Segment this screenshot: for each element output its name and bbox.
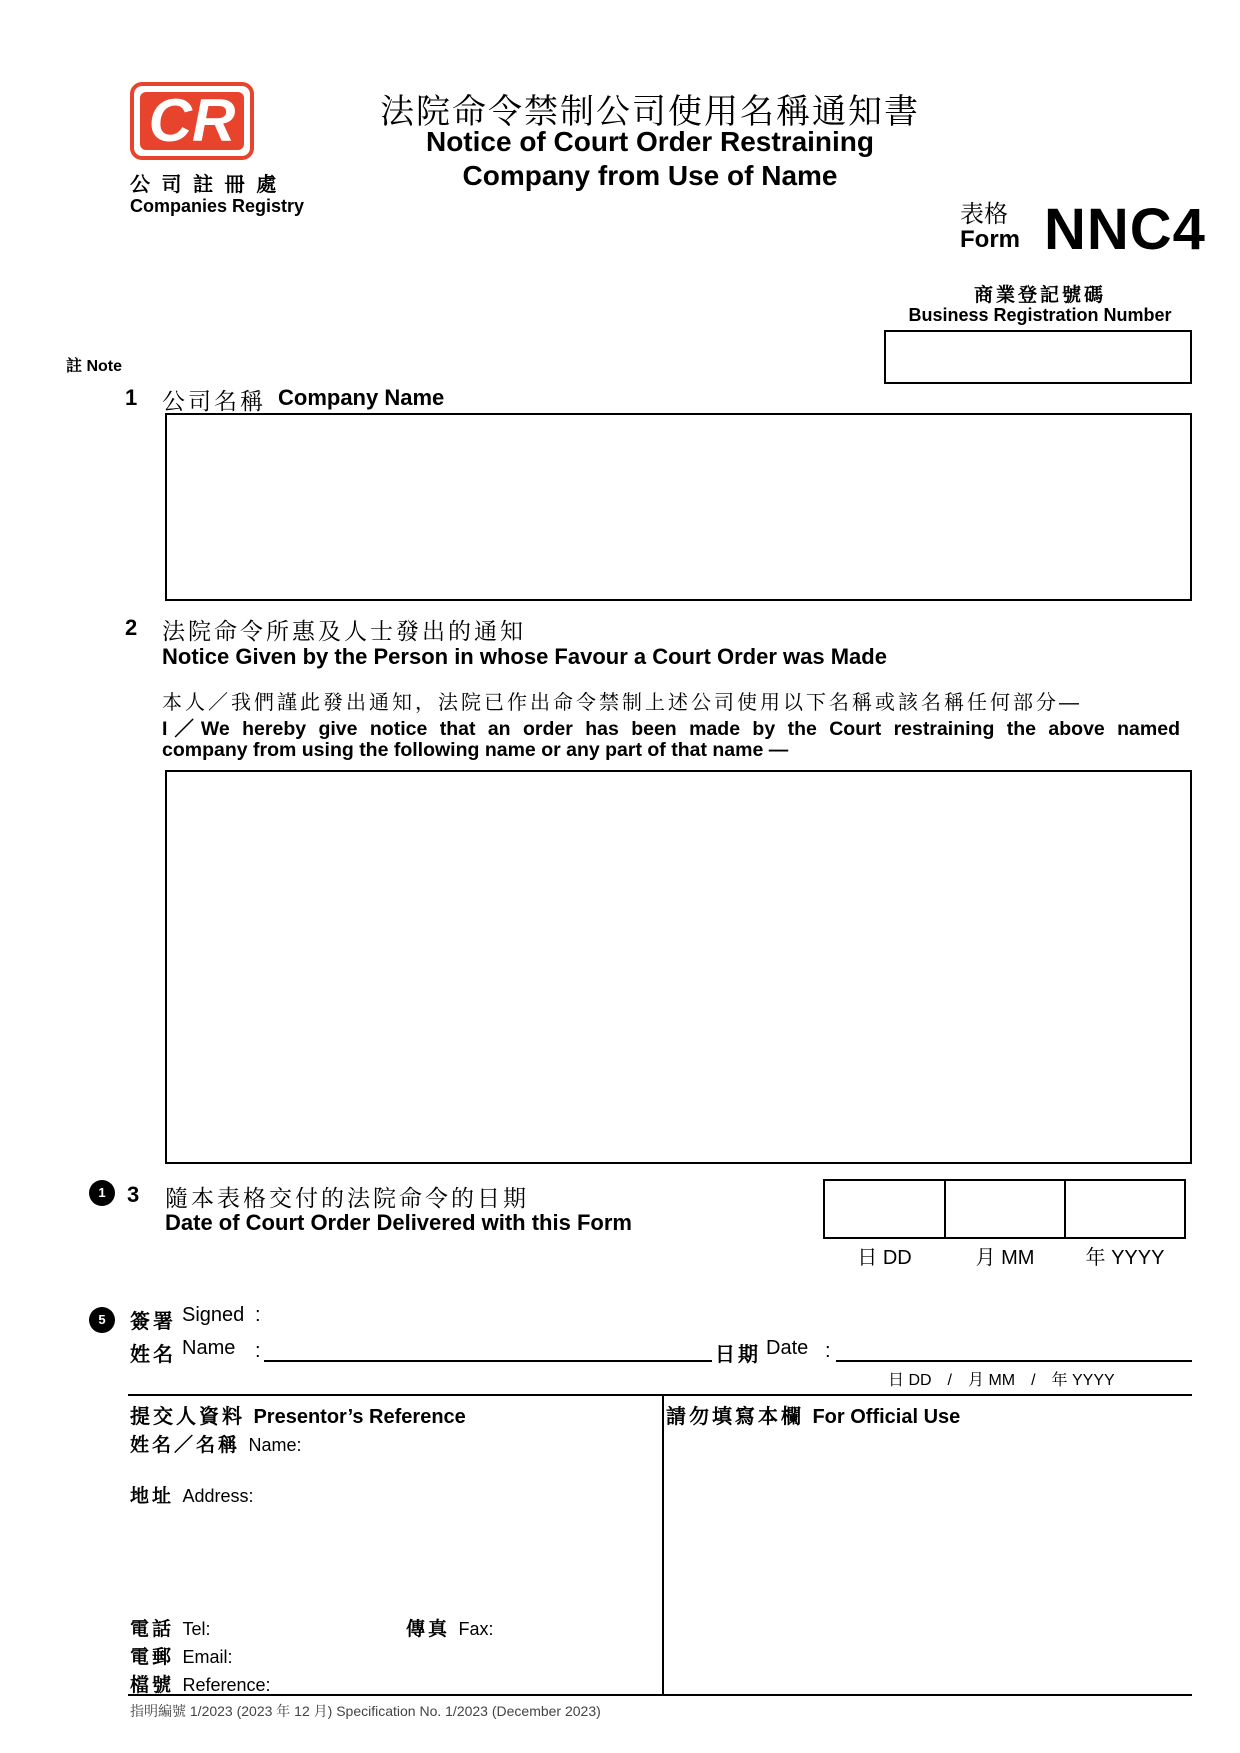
- signature-date-format: 日 DD / 月 MM / 年 YYYY: [888, 1372, 1115, 1389]
- section3-title-en: Date of Court Order Delivered with this Form: [165, 1210, 632, 1235]
- title-en-line1: Notice of Court Order Restraining: [425, 126, 875, 157]
- official-use-title: [666, 1400, 960, 1429]
- presentor-fax-label-en: Fax:: [458, 1619, 494, 1639]
- section2-title-en: Notice Given by the Person in whose Favour a Court Order was Made: [162, 644, 887, 669]
- name-label-zh: 姓名: [130, 1344, 176, 1366]
- bottom-table-divider: [662, 1394, 664, 1696]
- presentor-tel-row[interactable]: [130, 1614, 210, 1641]
- presentor-section: [130, 1400, 650, 1696]
- presentor-title-zh: 提交人資料: [130, 1406, 245, 1428]
- date-colon: :: [825, 1340, 831, 1362]
- presentor-title-en: Presentor’s Reference: [253, 1406, 466, 1428]
- presentor-reference-label-en: Reference:: [182, 1675, 271, 1695]
- day-label: 日 DD: [857, 1247, 912, 1269]
- restrained-name-input[interactable]: [165, 770, 1192, 1164]
- signed-label-zh: 簽署: [130, 1311, 176, 1333]
- presentor-tel-label-en: Tel:: [182, 1619, 211, 1639]
- presentor-reference-row[interactable]: [130, 1670, 271, 1697]
- presentor-email-row[interactable]: [130, 1642, 232, 1669]
- brn-label-en: Business Registration Number: [908, 305, 1172, 325]
- presentor-name-label-zh: 姓名／名稱: [130, 1435, 241, 1456]
- presentor-fax-row[interactable]: [406, 1614, 493, 1641]
- title-en-line2: Company from Use of Name: [462, 160, 838, 191]
- note-ref-1-badge: 1: [89, 1180, 115, 1206]
- court-order-month-input[interactable]: [944, 1179, 1066, 1239]
- form-code: NNC4: [1044, 197, 1206, 262]
- section2-statement-en-line2: company from using the following name or any part of that name —: [162, 739, 789, 761]
- presentor-fax-label-zh: 傳真: [406, 1619, 451, 1640]
- brn-input[interactable]: [884, 330, 1192, 384]
- presentor-tel-label-zh: 電話: [130, 1619, 175, 1640]
- presentor-address-label-en: Address:: [182, 1486, 254, 1506]
- logo-text: CR: [148, 87, 236, 154]
- presentor-reference-label-zh: 檔號: [130, 1675, 175, 1696]
- note-ref-5-badge: 5: [89, 1307, 115, 1333]
- section1-number: 1: [125, 385, 138, 410]
- presentor-name-label-en: Name:: [248, 1435, 302, 1455]
- date-label-zh: 日期: [715, 1344, 761, 1366]
- date-label-en: Date: [766, 1337, 809, 1359]
- companies-registry-logo: [130, 82, 254, 160]
- section2-statement-zh: 本人／我們謹此發出通知，法院已作出命令禁制上述公司使用以下名稱或該名稱任何部分—: [162, 692, 1082, 714]
- section1-title-zh: 公司名稱: [162, 388, 266, 414]
- brn-label-zh: 商業登記號碼: [973, 285, 1106, 306]
- presentor-address-row[interactable]: [130, 1481, 254, 1508]
- year-label: 年 YYYY: [1085, 1247, 1165, 1269]
- presentor-name-row[interactable]: [130, 1430, 301, 1457]
- name-colon: :: [255, 1340, 261, 1362]
- section2-title-zh: 法院命令所惠及人士發出的通知: [162, 618, 526, 644]
- signed-label-en: Signed: [182, 1304, 245, 1326]
- section2-number: 2: [125, 615, 138, 640]
- signature-date-input[interactable]: [836, 1332, 1192, 1362]
- registry-name-zh: 公 司 註 冊 處: [130, 174, 280, 196]
- signatory-name-input[interactable]: [264, 1332, 712, 1362]
- title-zh: 法院命令禁制公司使用名稱通知書: [380, 93, 920, 131]
- bottom-table-bottom-rule: [128, 1694, 1192, 1696]
- registry-name-en: Companies Registry: [130, 196, 305, 216]
- section3-number: 3: [127, 1182, 140, 1207]
- section2-statement-en-line1: I／We hereby give notice that an order has been made by the Court restraining the above named: [162, 718, 1180, 740]
- official-use-title-zh: 請勿填寫本欄: [666, 1406, 804, 1428]
- section3-title-zh: 隨本表格交付的法院命令的日期: [165, 1185, 529, 1211]
- form-label-zh: 表格: [960, 201, 1008, 228]
- presentor-address-label-zh: 地址: [130, 1486, 175, 1507]
- signature-area[interactable]: [270, 1296, 710, 1330]
- company-name-input[interactable]: [165, 413, 1192, 601]
- presentor-email-label-zh: 電郵: [130, 1647, 175, 1668]
- court-order-year-input[interactable]: [1064, 1179, 1186, 1239]
- note-label: 註 Note: [66, 358, 123, 375]
- bottom-table-top-rule: [128, 1394, 1192, 1396]
- official-use-title-en: For Official Use: [812, 1406, 961, 1428]
- section1-title-en: Company Name: [278, 385, 445, 410]
- presentor-title: [130, 1400, 466, 1429]
- form-label-en: Form: [960, 226, 1020, 253]
- name-label-en: Name: [182, 1337, 236, 1359]
- presentor-email-label-en: Email:: [182, 1647, 233, 1667]
- signed-colon: :: [255, 1304, 261, 1326]
- month-label: 月 MM: [975, 1247, 1035, 1269]
- footer-specification: 指明編號 1/2023 (2023 年 12 月) Specification No. 1/2023 (December 2023): [130, 1703, 601, 1719]
- court-order-day-input[interactable]: [823, 1179, 946, 1239]
